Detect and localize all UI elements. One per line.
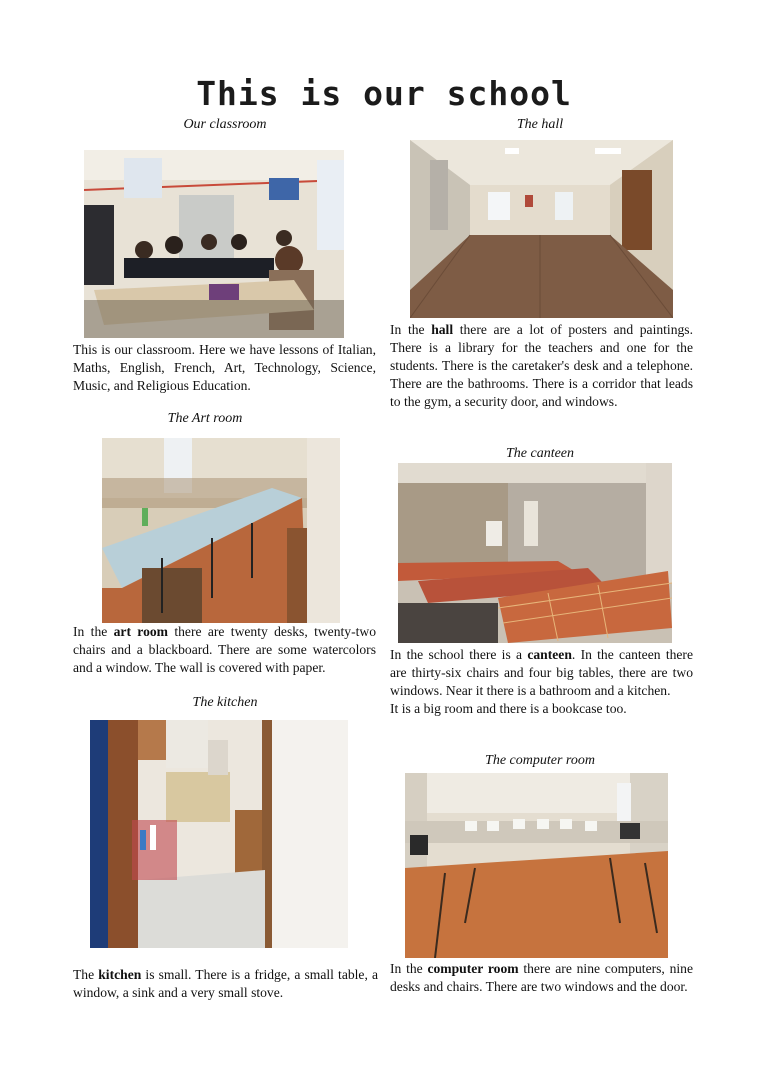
computer-room-keyword: computer room — [427, 961, 519, 976]
classroom-description: This is our classroom. Here we have lessons of Italian, Maths, English, French, Art, Technology, Science, Music, and Religious Education. — [73, 342, 376, 393]
computer-room-photo — [405, 773, 668, 958]
hall-photo — [410, 140, 673, 318]
canteen-description: In the school there is a canteen. In the canteen there are thirty-six chairs and four big tables, there are two windows. Near it there is a bathroom and a kitchen. It is a big room and there is a bookcase too. — [390, 647, 693, 716]
canteen-photo — [398, 463, 672, 643]
classroom-caption: Our classroom — [183, 117, 267, 132]
art-room-photo — [102, 438, 340, 623]
page-title: This is our school — [196, 74, 572, 113]
hall-keyword: hall — [431, 322, 454, 337]
kitchen-photo — [90, 720, 348, 948]
art-room-description: In the art room there are twenty desks, twenty-two chairs and a blackboard. There are some watercolors and a window. The wall is covered with paper. — [73, 624, 376, 675]
hall-caption: The hall — [516, 117, 564, 132]
canteen-caption: The canteen — [505, 446, 575, 461]
computer-room-caption: The computer room — [485, 753, 595, 768]
kitchen-description: The kitchen is small. There is a fridge, a small table, a window, a sink and a very small stove. — [73, 967, 378, 1000]
kitchen-keyword: kitchen — [98, 967, 142, 982]
classroom-photo — [84, 150, 344, 338]
kitchen-caption: The kitchen — [192, 695, 258, 710]
hall-description: In the hall there are a lot of posters and paintings. There is a library for the teachers and one for the students. There is the caretaker's desk and a telephone. There are the bathrooms. There is a corridor that leads to the gym, a security door, and windows. — [390, 322, 693, 409]
computer-room-description: In the computer room there are nine computers, nine desks and chairs. There are two windows and the door. — [390, 961, 693, 994]
canteen-keyword: canteen — [527, 647, 572, 662]
art-room-caption: The Art room — [167, 411, 243, 426]
art-room-keyword: art room — [113, 624, 169, 639]
